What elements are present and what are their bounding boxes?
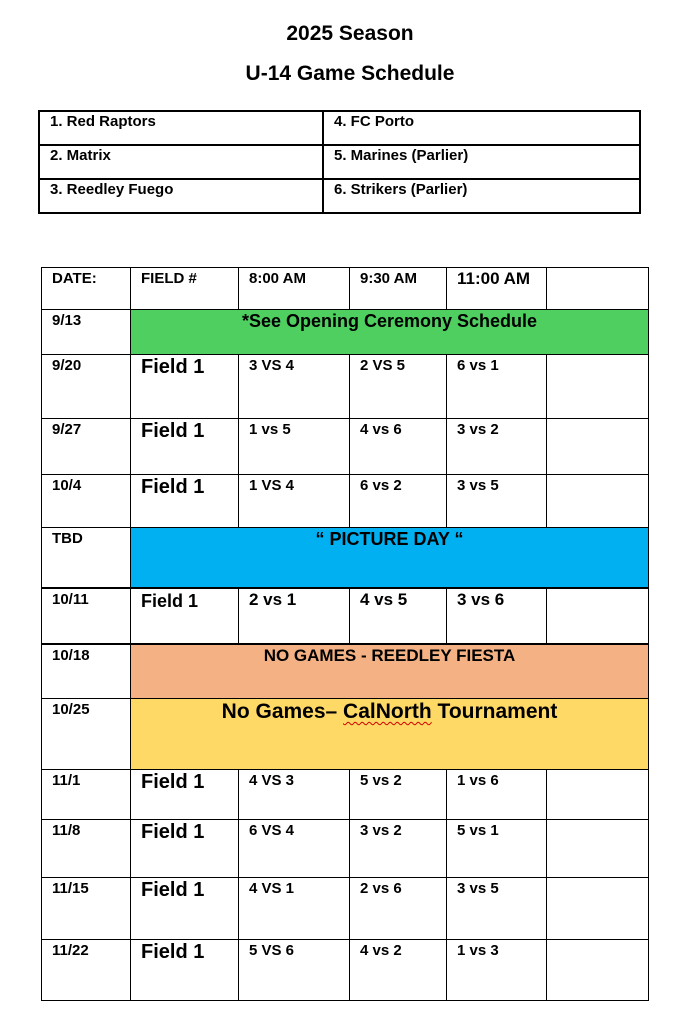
schedule-table bbox=[41, 267, 649, 1001]
date-cell: 9/27 bbox=[42, 419, 131, 475]
team-cell: 5. Marines (Parlier) bbox=[323, 145, 640, 179]
game-cell: 2 vs 6 bbox=[350, 878, 447, 940]
game-cell: 3 vs 5 bbox=[447, 475, 547, 528]
game-cell: 1 vs 5 bbox=[239, 419, 350, 475]
game-cell: 4 vs 5 bbox=[350, 588, 447, 644]
header-extra bbox=[547, 268, 649, 310]
extra-cell bbox=[547, 475, 649, 528]
game-cell: 6 vs 1 bbox=[447, 355, 547, 419]
game-cell: 3 vs 2 bbox=[447, 419, 547, 475]
team-cell: 2. Matrix bbox=[39, 145, 323, 179]
banner-text: Tournament bbox=[431, 700, 558, 723]
table-row bbox=[42, 475, 649, 528]
banner-text: No Games– bbox=[221, 700, 344, 723]
extra-cell bbox=[547, 940, 649, 1001]
table-row bbox=[42, 820, 649, 878]
date-cell: 9/13 bbox=[42, 310, 131, 355]
date-cell: 10/4 bbox=[42, 475, 131, 528]
game-cell: 1 VS 4 bbox=[239, 475, 350, 528]
team-cell: 3. Reedley Fuego bbox=[39, 179, 323, 213]
header-time-1: 8:00 AM bbox=[239, 268, 350, 310]
game-cell: 5 vs 1 bbox=[447, 820, 547, 878]
table-row bbox=[42, 644, 649, 699]
field-cell: Field 1 bbox=[131, 770, 239, 820]
date-cell: 10/11 bbox=[42, 588, 131, 644]
team-cell: 1. Red Raptors bbox=[39, 111, 323, 145]
banner-cell: NO GAMES - REEDLEY FIESTA bbox=[131, 644, 649, 699]
team-cell: 4. FC Porto bbox=[323, 111, 640, 145]
field-cell: Field 1 bbox=[131, 940, 239, 1001]
table-row bbox=[42, 588, 649, 644]
date-cell: 10/25 bbox=[42, 699, 131, 770]
teams-row bbox=[39, 179, 640, 213]
game-cell: 6 VS 4 bbox=[239, 820, 350, 878]
schedule-header-row bbox=[42, 268, 649, 310]
table-row bbox=[42, 770, 649, 820]
table-row bbox=[42, 528, 649, 588]
game-cell: 4 vs 6 bbox=[350, 419, 447, 475]
game-cell: 3 VS 4 bbox=[239, 355, 350, 419]
table-row bbox=[42, 419, 649, 475]
table-row bbox=[42, 699, 649, 770]
extra-cell bbox=[547, 419, 649, 475]
header-date: DATE: bbox=[42, 268, 131, 310]
field-cell: Field 1 bbox=[131, 355, 239, 419]
game-cell: 5 VS 6 bbox=[239, 940, 350, 1001]
extra-cell bbox=[547, 878, 649, 940]
teams-row bbox=[39, 145, 640, 179]
table-row bbox=[42, 355, 649, 419]
game-cell: 5 vs 2 bbox=[350, 770, 447, 820]
date-cell: 11/22 bbox=[42, 940, 131, 1001]
date-cell: 11/1 bbox=[42, 770, 131, 820]
extra-cell bbox=[547, 770, 649, 820]
game-cell: 3 vs 2 bbox=[350, 820, 447, 878]
field-cell: Field 1 bbox=[131, 588, 239, 644]
field-cell: Field 1 bbox=[131, 820, 239, 878]
teams-row bbox=[39, 111, 640, 145]
field-cell: Field 1 bbox=[131, 419, 239, 475]
banner-cell bbox=[131, 699, 649, 770]
date-cell: 10/18 bbox=[42, 644, 131, 699]
table-row bbox=[42, 940, 649, 1001]
game-cell: 3 vs 6 bbox=[447, 588, 547, 644]
header-time-2: 9:30 AM bbox=[350, 268, 447, 310]
game-cell: 6 vs 2 bbox=[350, 475, 447, 528]
game-cell: 3 vs 5 bbox=[447, 878, 547, 940]
page-title: 2025 Season bbox=[286, 22, 414, 45]
date-cell: 11/15 bbox=[42, 878, 131, 940]
header-time-3: 11:00 AM bbox=[447, 268, 547, 310]
game-cell: 1 vs 3 bbox=[447, 940, 547, 1001]
table-row bbox=[42, 310, 649, 355]
header-field: FIELD # bbox=[131, 268, 239, 310]
field-cell: Field 1 bbox=[131, 475, 239, 528]
table-row bbox=[42, 878, 649, 940]
game-cell: 2 VS 5 bbox=[350, 355, 447, 419]
date-cell: TBD bbox=[42, 528, 131, 588]
spellcheck-word: CalNorth bbox=[343, 700, 432, 723]
extra-cell bbox=[547, 355, 649, 419]
team-cell: 6. Strikers (Parlier) bbox=[323, 179, 640, 213]
extra-cell bbox=[547, 820, 649, 878]
game-cell: 2 vs 1 bbox=[239, 588, 350, 644]
field-cell: Field 1 bbox=[131, 878, 239, 940]
banner-cell: “ PICTURE DAY “ bbox=[131, 528, 649, 588]
game-cell: 1 vs 6 bbox=[447, 770, 547, 820]
teams-table bbox=[38, 110, 641, 214]
game-cell: 4 vs 2 bbox=[350, 940, 447, 1001]
page-subtitle: U-14 Game Schedule bbox=[245, 62, 455, 85]
extra-cell bbox=[547, 588, 649, 644]
banner-cell: *See Opening Ceremony Schedule bbox=[131, 310, 649, 355]
game-cell: 4 VS 3 bbox=[239, 770, 350, 820]
date-cell: 11/8 bbox=[42, 820, 131, 878]
date-cell: 9/20 bbox=[42, 355, 131, 419]
game-cell: 4 VS 1 bbox=[239, 878, 350, 940]
